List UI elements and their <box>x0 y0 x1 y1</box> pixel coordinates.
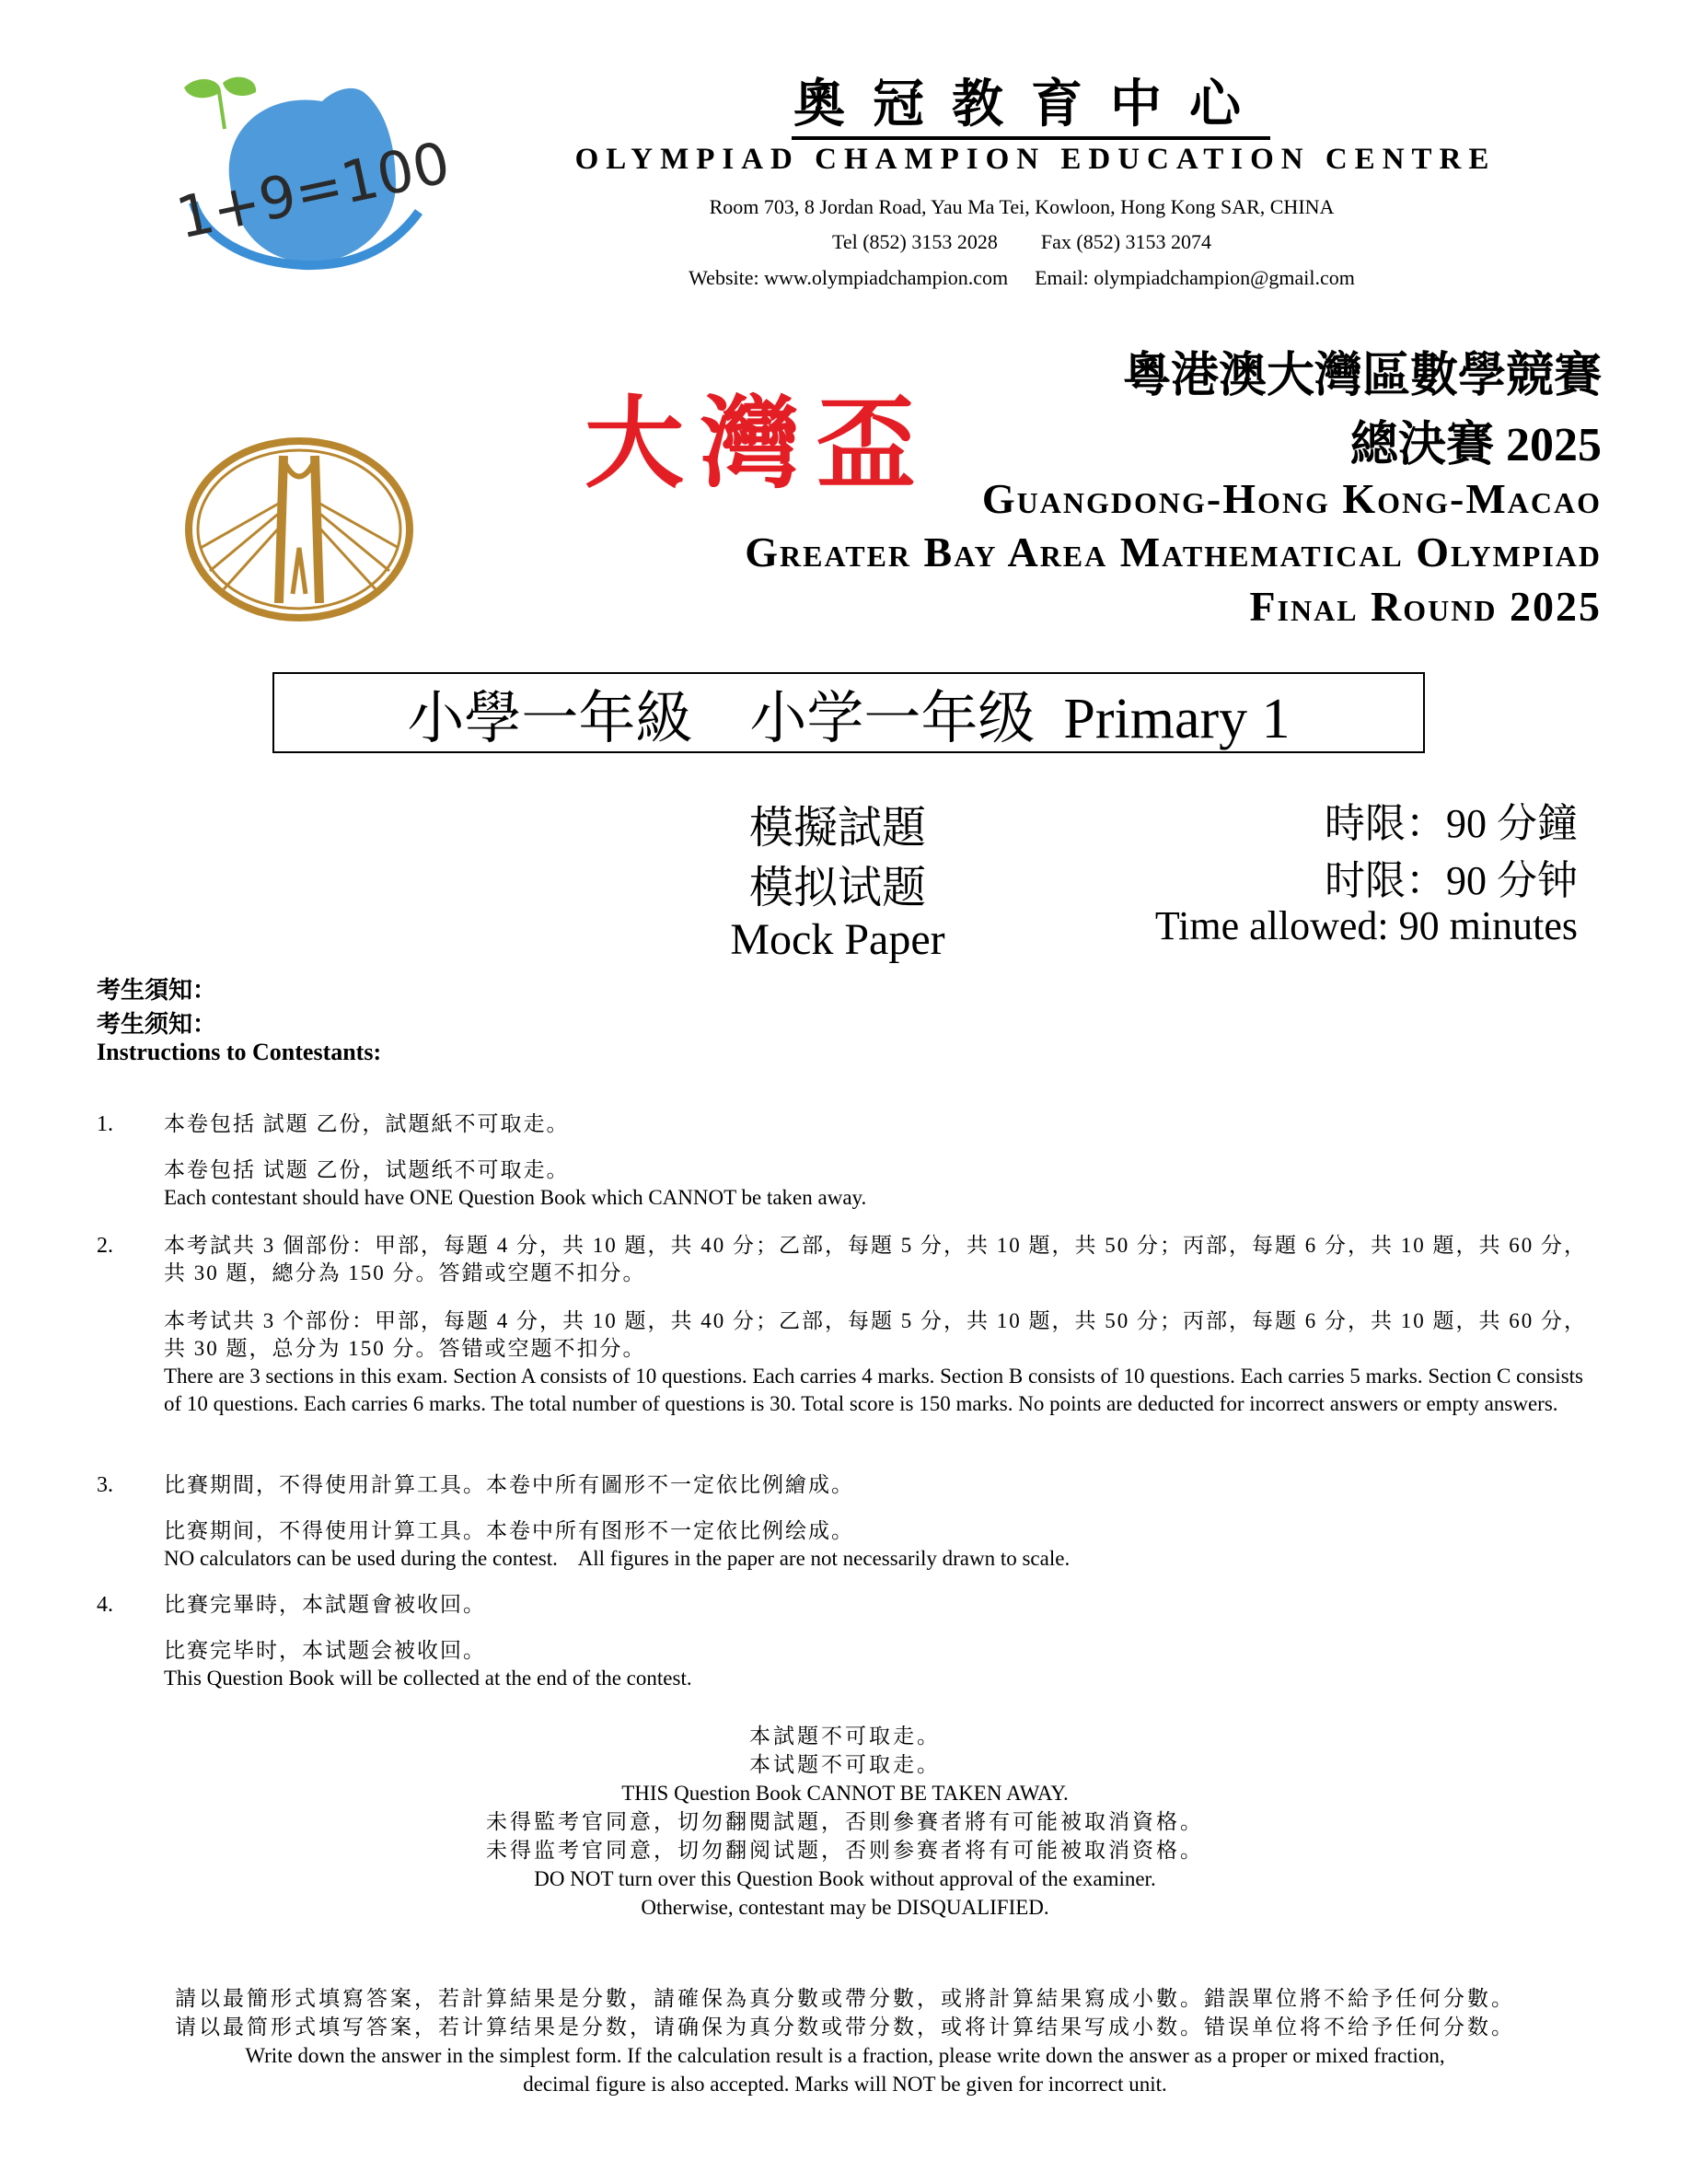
warning-en-line1: DO NOT turn over this Question Book without approval of the examiner. <box>534 1867 1156 1890</box>
answer-note-en-line2: decimal figure is also accepted. Marks will NOT be given for incorrect unit. <box>523 2073 1167 2096</box>
answer-note-sc: 请以最简形式填写答案，若计算结果是分数，请确保为真分数或带分数，或将计算结果写成小数。错误单位将不给予任何分数。 <box>175 2016 1515 2039</box>
logo-equation: 1+9=100 <box>170 128 457 252</box>
centre-phone-fax <box>552 230 1491 254</box>
grade-box <box>272 672 1425 753</box>
instructions-heading-en: Instructions to Contestants: <box>97 1039 382 1065</box>
competition-title-en-line1: Guangdong-Hong Kong-Macao <box>981 475 1602 522</box>
competition-title-en-line3: Final Round 2025 <box>1249 583 1602 630</box>
instruction-tc: 本考試共 3 個部份：甲部，每題 4 分，共 10 題，共 40 分；乙部，每題 5 分，共 10 題，共 50 分；丙部，每題 6 分，共 10 題，共 60 分，共 30 題，總分為 150 分。答錯或空題不扣分。 <box>164 1234 1587 1284</box>
instruction-number: 4. <box>97 1593 113 1617</box>
mock-paper-tc: 模擬試題 <box>748 804 926 853</box>
instructions-heading-sc: 考生须知： <box>97 1011 217 1038</box>
instruction-item <box>164 1471 1600 1573</box>
instruction-number: 1. <box>97 1112 113 1136</box>
instruction-sc: 比赛完毕时，本试题会被收回。 <box>164 1639 486 1662</box>
instruction-tc: 比賽完畢時，本試題會被收回。 <box>164 1593 486 1616</box>
instruction-en: Each contestant should have ONE Question Book which CANNOT be taken away. <box>164 1186 867 1209</box>
gba-emblem <box>182 437 417 622</box>
centre-name-cn: 奧冠教育中心 <box>792 76 1270 140</box>
centre-fax: Fax (852) 3153 2074 <box>1040 230 1212 253</box>
notice-tc: 本試題不可取走。 <box>749 1725 941 1748</box>
answer-note-en-line1: Write down the answer in the simplest form. If the calculation result is a fraction, please write down the answer as a proper or mixed fraction, <box>245 2044 1445 2067</box>
grade-label: 小學一年級 小学一年级 Primary 1 <box>407 687 1291 750</box>
centre-web-email <box>552 266 1491 290</box>
instruction-en: NO calculators can be used during the contest. All figures in the paper are not necessarily drawn to scale. <box>164 1547 1071 1570</box>
logo-graphic <box>166 74 488 276</box>
bridge-emblem-graphic <box>182 437 417 622</box>
warning-tc: 未得監考官同意，切勿翻閱試題，否則參賽者將有可能被取消資格。 <box>486 1810 1204 1833</box>
centre-address: Room 703, 8 Jordan Road, Yau Ma Tei, Kowloon, Hong Kong SAR, CHINA <box>709 195 1335 218</box>
instruction-sc: 本考试共 3 个部份：甲部，每题 4 分，共 10 题，共 40 分；乙部，每题 5 分，共 10 题，共 50 分；丙部，每题 6 分，共 10 题，共 60 分，共 30 题，总分为 150 分。答错或空题不扣分。 <box>164 1309 1587 1360</box>
notice-sc: 本试题不可取走。 <box>749 1753 941 1776</box>
notice-block <box>0 1722 1690 1922</box>
instruction-number: 3. <box>97 1473 113 1497</box>
mock-paper-en: Mock Paper <box>730 915 945 964</box>
mock-paper-sc: 模拟试题 <box>748 864 926 912</box>
competition-title-cn: 粵港澳大灣區數學競賽 <box>1122 350 1602 402</box>
final-round-cn: 總決賽 2025 <box>1349 419 1602 471</box>
competition-title-en-line2: Greater Bay Area Mathematical Olympiad <box>745 529 1602 575</box>
time-allowed-sc: 时限：90 分钟 <box>1325 858 1578 903</box>
answer-note-tc: 請以最簡形式填寫答案，若計算結果是分數，請確保為真分數或帶分數，或將計算結果寫成小數。錯誤單位將不給予任何分數。 <box>175 1987 1515 2010</box>
centre-logo <box>166 74 488 276</box>
instruction-item <box>164 1110 1600 1212</box>
time-allowed-en: Time allowed: 90 minutes <box>1154 903 1578 948</box>
instruction-sc: 本卷包括 试题 乙份，试题纸不可取走。 <box>164 1158 570 1181</box>
instructions-heading-tc: 考生須知： <box>97 977 217 1004</box>
centre-tel: Tel (852) 3153 2028 <box>831 230 998 253</box>
notice-en: THIS Question Book CANNOT BE TAKEN AWAY. <box>621 1782 1069 1805</box>
instruction-number: 2. <box>97 1234 113 1258</box>
warning-en-line2: Otherwise, contestant may be DISQUALIFIED. <box>641 1896 1049 1919</box>
instruction-item <box>164 1232 1600 1418</box>
instruction-en: This Question Book will be collected at the end of the contest. <box>164 1667 692 1690</box>
answer-note <box>0 1984 1690 2098</box>
time-allowed-tc: 時限：90 分鐘 <box>1325 801 1578 846</box>
instruction-en: There are 3 sections in this exam. Section A consists of 10 questions. Each carries 4 marks. Section B consists of 10 questions. Each carries 5 marks. Section C consists of 10 questions. Each carries 6 marks. The total number of questions is 30. Total score is 150 marks. No points are deducted for incorrect answers or empty answers. <box>164 1365 1583 1415</box>
centre-name-en: OLYMPIAD CHAMPION EDUCATION CENTRE <box>574 143 1497 176</box>
warning-sc: 未得监考官同意，切勿翻阅试题，否则参赛者将有可能被取消资格。 <box>486 1839 1204 1862</box>
cup-title: 大灣盃 <box>585 386 933 502</box>
instruction-sc: 比赛期间，不得使用计算工具。本卷中所有图形不一定依比例绘成。 <box>164 1519 854 1542</box>
instruction-item <box>164 1591 1600 1692</box>
instruction-tc: 比賽期間，不得使用計算工具。本卷中所有圖形不一定依比例繪成。 <box>164 1473 854 1496</box>
centre-website: Website: www.olympiadchampion.com <box>689 266 1009 289</box>
instruction-tc: 本卷包括 試題 乙份，試題紙不可取走。 <box>164 1112 570 1135</box>
centre-email: Email: olympiadchampion@gmail.com <box>1035 266 1355 289</box>
